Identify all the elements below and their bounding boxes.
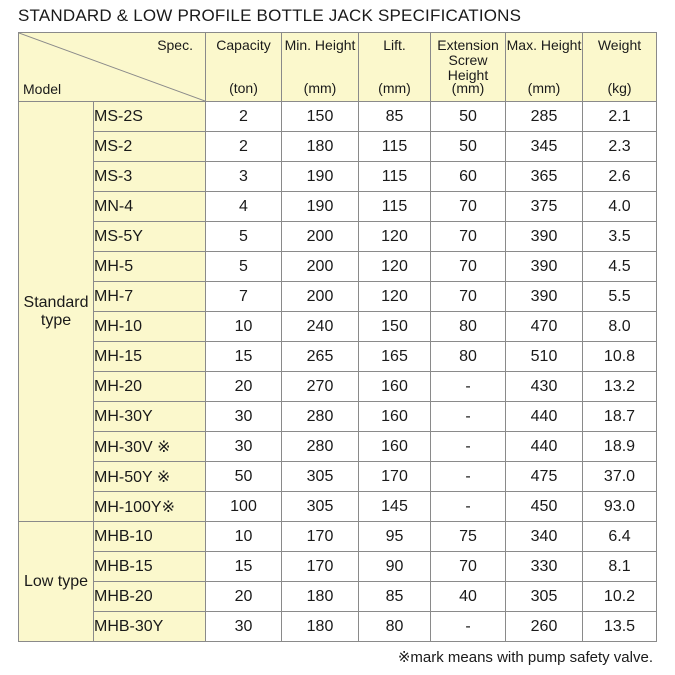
column-header-min-height <box>282 33 359 102</box>
table-row <box>19 132 657 162</box>
spec-model-corner-cell <box>19 33 206 102</box>
column-name: Capacity <box>216 37 271 53</box>
model-cell: MS-5Y <box>94 222 206 252</box>
value-cell: 10 <box>206 312 282 342</box>
page-title: STANDARD & LOW PROFILE BOTTLE JACK SPECIFICATIONS <box>18 6 522 25</box>
value-cell: 190 <box>282 192 359 222</box>
value-cell: 375 <box>506 192 583 222</box>
value-cell: 200 <box>282 282 359 312</box>
column-header-weight <box>583 33 657 102</box>
header-row <box>19 33 657 102</box>
value-cell: 13.2 <box>583 372 657 402</box>
value-cell: 150 <box>282 102 359 132</box>
value-cell: 305 <box>506 582 583 612</box>
value-cell: 115 <box>359 162 431 192</box>
value-cell: 70 <box>431 192 506 222</box>
model-cell: MH-20 <box>94 372 206 402</box>
value-cell: 2.1 <box>583 102 657 132</box>
value-cell: 120 <box>359 222 431 252</box>
value-cell: - <box>431 492 506 522</box>
value-cell: 80 <box>431 312 506 342</box>
value-cell: 37.0 <box>583 462 657 492</box>
value-cell: 10 <box>206 522 282 552</box>
table-row <box>19 192 657 222</box>
value-cell: 160 <box>359 402 431 432</box>
value-cell: 85 <box>359 102 431 132</box>
column-name: Extension Screw Height <box>437 37 499 83</box>
value-cell: 18.7 <box>583 402 657 432</box>
value-cell: 3.5 <box>583 222 657 252</box>
value-cell: 20 <box>206 582 282 612</box>
value-cell: 475 <box>506 462 583 492</box>
value-cell: 180 <box>282 612 359 642</box>
value-cell: 160 <box>359 432 431 462</box>
value-cell: 510 <box>506 342 583 372</box>
value-cell: 100 <box>206 492 282 522</box>
value-cell: - <box>431 462 506 492</box>
value-cell: 340 <box>506 522 583 552</box>
value-cell: 30 <box>206 612 282 642</box>
column-unit: (mm) <box>378 80 411 96</box>
value-cell: 90 <box>359 552 431 582</box>
value-cell: 13.5 <box>583 612 657 642</box>
value-cell: 390 <box>506 252 583 282</box>
value-cell: - <box>431 432 506 462</box>
value-cell: 470 <box>506 312 583 342</box>
column-unit: (mm) <box>451 80 485 96</box>
value-cell: 80 <box>359 612 431 642</box>
value-cell: 6.4 <box>583 522 657 552</box>
value-cell: 80 <box>431 342 506 372</box>
model-cell: MS-2S <box>94 102 206 132</box>
table-row <box>19 252 657 282</box>
table-row <box>19 522 657 552</box>
model-cell: MH-5 <box>94 252 206 282</box>
value-cell: 20 <box>206 372 282 402</box>
value-cell: 15 <box>206 552 282 582</box>
value-cell: 40 <box>431 582 506 612</box>
value-cell: 280 <box>282 432 359 462</box>
value-cell: 165 <box>359 342 431 372</box>
value-cell: 8.0 <box>583 312 657 342</box>
value-cell: 70 <box>431 252 506 282</box>
spec-table-body <box>19 102 657 642</box>
footnote: ※mark means with pump safety valve. <box>397 649 653 666</box>
value-cell: 305 <box>282 492 359 522</box>
model-cell: MHB-30Y <box>94 612 206 642</box>
value-cell: - <box>431 612 506 642</box>
table-row <box>19 312 657 342</box>
column-name: Weight <box>597 37 642 53</box>
table-row <box>19 102 657 132</box>
value-cell: 440 <box>506 402 583 432</box>
value-cell: 3 <box>206 162 282 192</box>
value-cell: 15 <box>206 342 282 372</box>
value-cell: 95 <box>359 522 431 552</box>
value-cell: - <box>431 372 506 402</box>
value-cell: 5 <box>206 222 282 252</box>
value-cell: 4.0 <box>583 192 657 222</box>
value-cell: 70 <box>431 552 506 582</box>
value-cell: 2 <box>206 132 282 162</box>
value-cell: 170 <box>282 552 359 582</box>
value-cell: 170 <box>359 462 431 492</box>
value-cell: 305 <box>282 462 359 492</box>
spec-table <box>18 32 657 642</box>
value-cell: 265 <box>282 342 359 372</box>
table-row <box>19 402 657 432</box>
value-cell: 450 <box>506 492 583 522</box>
model-cell: MH-30Y <box>94 402 206 432</box>
value-cell: 365 <box>506 162 583 192</box>
value-cell: 285 <box>506 102 583 132</box>
model-cell: MS-2 <box>94 132 206 162</box>
value-cell: 260 <box>506 612 583 642</box>
model-cell: MH-30V ※ <box>94 432 206 462</box>
value-cell: 85 <box>359 582 431 612</box>
column-unit: (ton) <box>229 80 258 96</box>
value-cell: 10.8 <box>583 342 657 372</box>
model-cell: MHB-20 <box>94 582 206 612</box>
value-cell: 7 <box>206 282 282 312</box>
value-cell: 160 <box>359 372 431 402</box>
value-cell: 170 <box>282 522 359 552</box>
value-cell: 115 <box>359 132 431 162</box>
table-row <box>19 462 657 492</box>
column-header-max-height <box>506 33 583 102</box>
value-cell: 50 <box>431 132 506 162</box>
value-cell: 4.5 <box>583 252 657 282</box>
value-cell: 30 <box>206 402 282 432</box>
value-cell: 2.6 <box>583 162 657 192</box>
column-header-extension-screw-height <box>431 33 506 102</box>
column-name: Max. Height <box>506 37 582 53</box>
model-cell: MH-10 <box>94 312 206 342</box>
model-cell: MH-7 <box>94 282 206 312</box>
value-cell: 2.3 <box>583 132 657 162</box>
value-cell: 330 <box>506 552 583 582</box>
value-cell: 8.1 <box>583 552 657 582</box>
value-cell: 10.2 <box>583 582 657 612</box>
value-cell: 280 <box>282 402 359 432</box>
table-row <box>19 582 657 612</box>
value-cell: 5 <box>206 252 282 282</box>
table-row <box>19 552 657 582</box>
value-cell: 440 <box>506 432 583 462</box>
table-row <box>19 432 657 462</box>
model-cell: MH-100Y※ <box>94 492 206 522</box>
value-cell: 390 <box>506 222 583 252</box>
value-cell: 5.5 <box>583 282 657 312</box>
column-unit: (kg) <box>607 80 632 96</box>
value-cell: 240 <box>282 312 359 342</box>
value-cell: 200 <box>282 222 359 252</box>
model-cell: MN-4 <box>94 192 206 222</box>
value-cell: 30 <box>206 432 282 462</box>
value-cell: 150 <box>359 312 431 342</box>
value-cell: 70 <box>431 222 506 252</box>
table-row <box>19 162 657 192</box>
value-cell: 180 <box>282 582 359 612</box>
value-cell: 190 <box>282 162 359 192</box>
value-cell: 2 <box>206 102 282 132</box>
table-row <box>19 492 657 522</box>
value-cell: 60 <box>431 162 506 192</box>
column-unit: (mm) <box>303 80 337 96</box>
value-cell: 75 <box>431 522 506 552</box>
column-header-capacity <box>206 33 282 102</box>
model-label: Model <box>23 81 62 97</box>
group-label: Low type <box>19 522 94 642</box>
model-cell: MHB-10 <box>94 522 206 552</box>
value-cell: 200 <box>282 252 359 282</box>
column-name: Min. Height <box>284 37 356 53</box>
table-row <box>19 342 657 372</box>
spec-label: Spec. <box>157 37 193 53</box>
value-cell: - <box>431 402 506 432</box>
value-cell: 390 <box>506 282 583 312</box>
model-cell: MH-15 <box>94 342 206 372</box>
value-cell: 50 <box>431 102 506 132</box>
value-cell: 120 <box>359 282 431 312</box>
column-name: Lift. <box>383 37 406 53</box>
column-header-lift <box>359 33 431 102</box>
table-row <box>19 372 657 402</box>
value-cell: 70 <box>431 282 506 312</box>
value-cell: 120 <box>359 252 431 282</box>
value-cell: 270 <box>282 372 359 402</box>
column-unit: (mm) <box>527 80 561 96</box>
value-cell: 430 <box>506 372 583 402</box>
table-row <box>19 282 657 312</box>
model-cell: MS-3 <box>94 162 206 192</box>
value-cell: 115 <box>359 192 431 222</box>
group-label: Standard type <box>19 102 94 522</box>
table-row <box>19 612 657 642</box>
model-cell: MH-50Y ※ <box>94 462 206 492</box>
value-cell: 145 <box>359 492 431 522</box>
value-cell: 50 <box>206 462 282 492</box>
value-cell: 345 <box>506 132 583 162</box>
value-cell: 180 <box>282 132 359 162</box>
model-cell: MHB-15 <box>94 552 206 582</box>
table-row <box>19 222 657 252</box>
value-cell: 93.0 <box>583 492 657 522</box>
value-cell: 4 <box>206 192 282 222</box>
value-cell: 18.9 <box>583 432 657 462</box>
